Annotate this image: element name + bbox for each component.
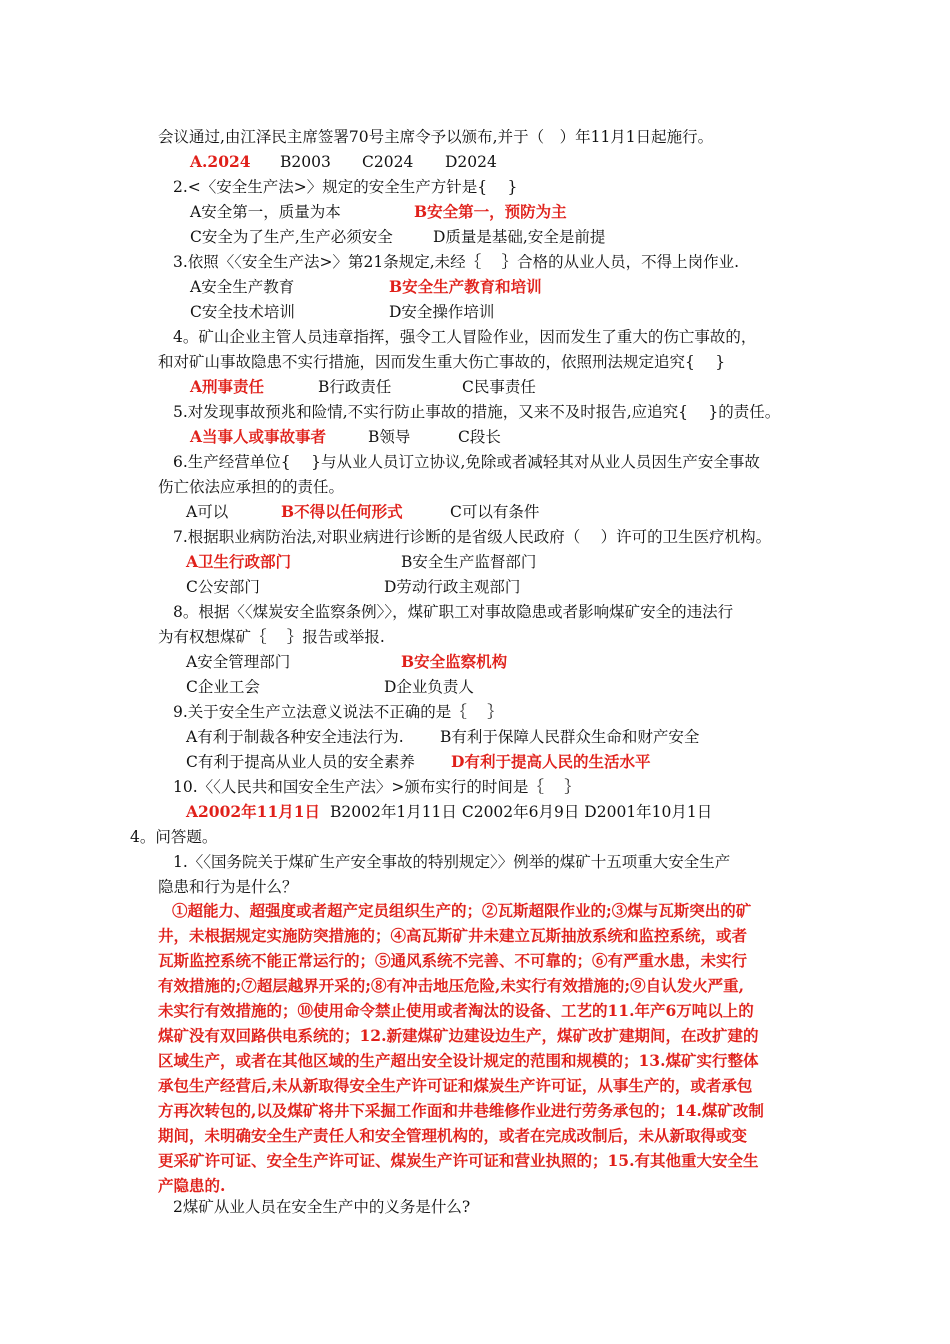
q1-continuation: 会议通过,由江泽民主席签署70号主席令予以颁布,并于（ ）年11月1日起施行。 xyxy=(158,128,714,146)
qa1-answer-line: 产隐患的. xyxy=(158,1176,226,1195)
qa1-answer-line: 瓦斯监控系统不能正常运行的；⑤通风系统不完善、不可靠的；⑥有严重水患，未实行 xyxy=(158,951,748,970)
qa1-answer-line: 方再次转包的,以及煤矿将井下采掘工作面和井巷维修作业进行劳务承包的；14.煤矿改制 xyxy=(158,1101,764,1120)
q10-option-a: A2002年11月1日 xyxy=(186,802,321,821)
q4-stem-line1: 4。矿山企业主管人员违章指挥，强令工人冒险作业，因而发生了重大的伤亡事故的， xyxy=(173,328,757,346)
qa1-answer-line: 期间，未明确安全生产责任人和安全管理机构的，或者在完成改制后，未从新取得或变 xyxy=(158,1126,748,1145)
q7-option-c: C公安部门 xyxy=(186,578,260,596)
q8-option-a: A安全管理部门 xyxy=(186,653,291,671)
q8-option-b: B安全监察机构 xyxy=(401,652,508,671)
q4-option-c: C民事责任 xyxy=(462,378,536,396)
qa1-answer-line: 未实行有效措施的；⑩使用命令禁止使用或者淘汰的设备、工艺的11.年产6万吨以上的 xyxy=(158,1001,754,1020)
q1-option-d: D2024 xyxy=(445,153,497,171)
qa1-answer-line: ①超能力、超强度或者超产定员组织生产的；②瓦斯超限作业的;③煤与瓦斯突出的矿 xyxy=(172,901,752,920)
q2-option-d: D质量是基础,安全是前提 xyxy=(433,228,606,246)
qa2-stem: 2煤矿从业人员在安全生产中的义务是什么? xyxy=(173,1198,471,1216)
q2-option-c: C安全为了生产,生产必须安全 xyxy=(190,228,393,246)
q3-option-c: C安全技术培训 xyxy=(190,303,295,321)
q7-option-a: A卫生行政部门 xyxy=(186,552,292,571)
q8-stem-line2: 为有权想煤矿｛ ｝报告或举报. xyxy=(158,628,385,646)
q6-option-a: A可以 xyxy=(186,503,229,521)
q10-stem: 10.〈〈人民共和国安全生产法〉>颁布实行的时间是｛ ｝ xyxy=(173,778,580,796)
qa1-answer xyxy=(158,898,808,1198)
q7-option-b: B安全生产监督部门 xyxy=(401,553,537,571)
q2-stem: 2.<〈安全生产法>〉规定的安全生产方针是{ } xyxy=(173,178,518,196)
q10-options-rest: B2002年1月11日 C2002年6月9日 D2001年10月1日 xyxy=(330,803,713,821)
q7-option-d: D劳动行政主观部门 xyxy=(384,578,521,596)
q4-option-b: B行政责任 xyxy=(318,378,392,396)
q6-stem-line1: 6.生产经营单位{ }与从业人员订立协议,免除或者减轻其对从业人员因生产安全事故 xyxy=(173,453,760,471)
q3-option-a: A安全生产教育 xyxy=(190,278,295,296)
q8-option-c: C企业工会 xyxy=(186,678,260,696)
q6-option-c: C可以有条件 xyxy=(450,503,540,521)
q4-stem-line2: 和对矿山事故隐患不实行措施，因而发生重大伤亡事故的，依照刑法规定追究{ } xyxy=(158,353,726,371)
q5-option-c: C段长 xyxy=(458,428,501,446)
q7-stem: 7.根据职业病防治法,对职业病进行诊断的是省级人民政府（ ）许可的卫生医疗机构。 xyxy=(173,528,772,546)
qa1-answer-line: 煤矿没有双回路供电系统的；12.新建煤矿边建设边生产，煤矿改扩建期间，在改扩建的 xyxy=(158,1026,759,1045)
q1-option-b: B2003 xyxy=(280,153,331,171)
q6-option-b: B不得以任何形式 xyxy=(281,502,403,521)
q2-option-b: B安全第一，预防为主 xyxy=(414,202,567,221)
qa1-answer-line: 井，未根据规定实施防突措施的；④高瓦斯矿井未建立瓦斯抽放系统和监控系统，或者 xyxy=(158,926,748,945)
q9-option-a: A有利于制裁各种安全违法行为. xyxy=(186,728,404,746)
q5-option-b: B领导 xyxy=(368,428,411,446)
q3-option-d: D安全操作培训 xyxy=(389,303,495,321)
q3-option-b: B安全生产教育和培训 xyxy=(389,277,542,296)
q8-option-d: D企业负责人 xyxy=(384,678,474,696)
qa1-stem-line1: 1.〈〈国务院关于煤矿生产安全事故的特别规定〉〉例举的煤矿十五项重大安全生产 xyxy=(173,853,731,871)
q3-stem: 3.依照〈〈安全生产法>〉第21条规定,未经｛ ｝合格的从业人员，不得上岗作业. xyxy=(173,253,740,271)
qa1-answer-line: 更采矿许可证、安全生产许可证、煤炭生产许可证和营业执照的；15.有其他重大安全生 xyxy=(158,1151,759,1170)
qa1-answer-line: 承包生产经营后,未从新取得安全生产许可证和煤炭生产许可证，从事生产的，或者承包 xyxy=(158,1076,753,1095)
q1-option-a: A.2024 xyxy=(190,152,251,171)
qa1-answer-line: 区域生产，或者在其他区域的生产超出安全设计规定的范围和规模的；13.煤矿实行整体 xyxy=(158,1051,759,1070)
qa1-stem-line2: 隐患和行为是什么？ xyxy=(158,878,298,896)
q1-option-c: C2024 xyxy=(362,153,414,171)
q1-options xyxy=(190,151,497,173)
q4-option-a: A刑事责任 xyxy=(190,377,265,396)
q9-option-d: D有利于提高人民的生活水平 xyxy=(451,752,651,771)
qa1-answer-line: 有效措施的;⑦超层越界开采的;⑧有冲击地压危险,未实行有效措施的;⑨自认发火严重, xyxy=(158,976,744,995)
q2-option-a: A安全第一，质量为本 xyxy=(190,203,341,221)
q6-stem-line2: 伤亡依法应承担的的责任。 xyxy=(158,478,345,496)
section-4-heading: 4。问答题。 xyxy=(130,828,218,846)
q5-option-a: A当事人或事故事者 xyxy=(190,427,327,446)
q9-stem: 9.关于安全生产立法意义说法不正确的是｛ ｝ xyxy=(173,703,503,721)
q9-option-c: C有利于提高从业人员的安全素养 xyxy=(186,753,415,771)
q9-option-b: B有利于保障人民群众生命和财产安全 xyxy=(440,728,700,746)
q5-stem: 5.对发现事故预兆和险情,不实行防止事故的措施，又来不及时报告,应追究{ }的责任。 xyxy=(173,403,781,421)
q8-stem-line1: 8。根据〈〈煤炭安全监察条例〉〉，煤矿职工对事故隐患或者影响煤矿安全的违法行 xyxy=(173,603,734,621)
